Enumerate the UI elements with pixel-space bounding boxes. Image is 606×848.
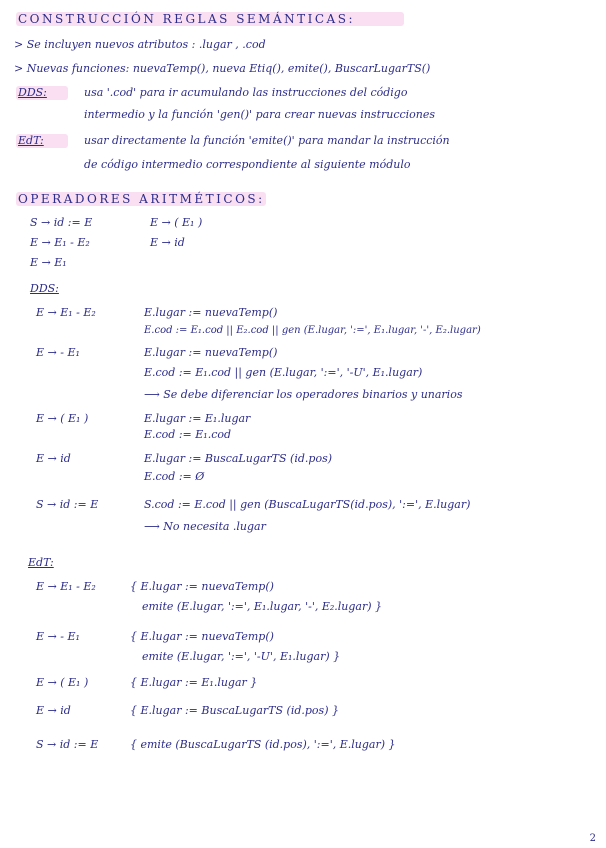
dds-prod-1: E → E₁ - E₂ — [36, 306, 96, 319]
edt-rule-1-line-1: { E.lugar := nuevaTemp() — [130, 580, 274, 593]
dds-def-line-1: usa '.cod' para ir acumulando las instrucciones del código — [84, 86, 408, 99]
edt-def-line-2: de código intermedio correspondiente al siguiente módulo — [84, 158, 411, 171]
page-title: CONSTRUCCIÓN REGLAS SEMÁNTICAS: — [18, 12, 355, 26]
edt-def-line-1: usar directamente la función 'emite()' para mandar la instrucción — [84, 134, 450, 147]
grammar-right-1: E → ( E₁ ) — [150, 216, 203, 229]
dds-rule-2-line-2: E.cod := E₁.cod || gen (E.lugar, ':=', '-U', E₁.lugar) — [144, 366, 423, 379]
dds-rule-5-line-1: S.cod := E.cod || gen (BuscaLugarTS(id.pos), ':=', E.lugar) — [144, 498, 471, 511]
edt-prod-5: S → id := E — [36, 738, 99, 751]
dds-rule-4-line-2: E.cod := Ø — [144, 470, 205, 483]
dds-rule-4-line-1: E.lugar := BuscaLugarTS (id.pos) — [144, 452, 332, 465]
grammar-left-1: S → id := E — [30, 216, 93, 229]
dds-rule-2-line-1: E.lugar := nuevaTemp() — [144, 346, 278, 359]
dds-prod-3: E → ( E₁ ) — [36, 412, 89, 425]
dds-prod-5: S → id := E — [36, 498, 99, 511]
intro-line-1: > Se incluyen nuevos atributos : .lugar , .cod — [14, 38, 266, 51]
edt-prod-4: E → id — [36, 704, 71, 717]
edt-section-label: EdT: — [28, 556, 54, 569]
grammar-left-2: E → E₁ - E₂ — [30, 236, 90, 249]
edt-rule-4-line-1: { E.lugar := BuscaLugarTS (id.pos) } — [130, 704, 339, 717]
dds-rule-5-line-2: ⟶ No necesita .lugar — [144, 520, 266, 533]
edt-prod-2: E → - E₁ — [36, 630, 80, 643]
dds-rule-3-line-1: E.lugar := E₁.lugar — [144, 412, 251, 425]
edt-rule-3-line-1: { E.lugar := E₁.lugar } — [130, 676, 258, 689]
grammar-left-3: E → E₁ — [30, 256, 67, 269]
dds-prod-2: E → - E₁ — [36, 346, 80, 359]
operators-title: OPERADORES ARITMÉTICOS: — [18, 192, 265, 206]
dds-rule-2-line-3: ⟶ Se debe diferenciar los operadores binarios y unarios — [144, 388, 463, 401]
dds-rule-1-line-2: E.cod := E₁.cod || E₂.cod || gen (E.lugar, ':=', E₁.lugar, '-', E₂.lugar) — [144, 325, 481, 336]
dds-prod-4: E → id — [36, 452, 71, 465]
edt-def-label: EdT: — [18, 134, 44, 147]
edt-rule-1-line-2: emite (E.lugar, ':=', E₁.lugar, '-', E₂.lugar) } — [142, 600, 383, 613]
edt-prod-3: E → ( E₁ ) — [36, 676, 89, 689]
dds-def-line-2: intermedio y la función 'gen()' para crear nuevas instrucciones — [84, 108, 436, 121]
dds-def-label: DDS: — [18, 86, 47, 99]
edt-rule-2-line-2: emite (E.lugar, ':=', '-U', E₁.lugar) } — [142, 650, 341, 663]
edt-prod-1: E → E₁ - E₂ — [36, 580, 96, 593]
dds-section-label: DDS: — [30, 282, 59, 295]
edt-rule-2-line-1: { E.lugar := nuevaTemp() — [130, 630, 274, 643]
dds-rule-1-line-1: E.lugar := nuevaTemp() — [144, 306, 278, 319]
dds-rule-3-line-2: E.cod := E₁.cod — [144, 428, 232, 441]
page-number: 2 — [589, 833, 596, 844]
edt-rule-5-line-1: { emite (BuscaLugarTS (id.pos), ':=', E.lugar) } — [130, 738, 396, 751]
grammar-right-2: E → id — [150, 236, 185, 249]
intro-line-2: > Nuevas funciones: nuevaTemp(), nueva Etiq(), emite(), BuscarLugarTS() — [14, 62, 431, 75]
